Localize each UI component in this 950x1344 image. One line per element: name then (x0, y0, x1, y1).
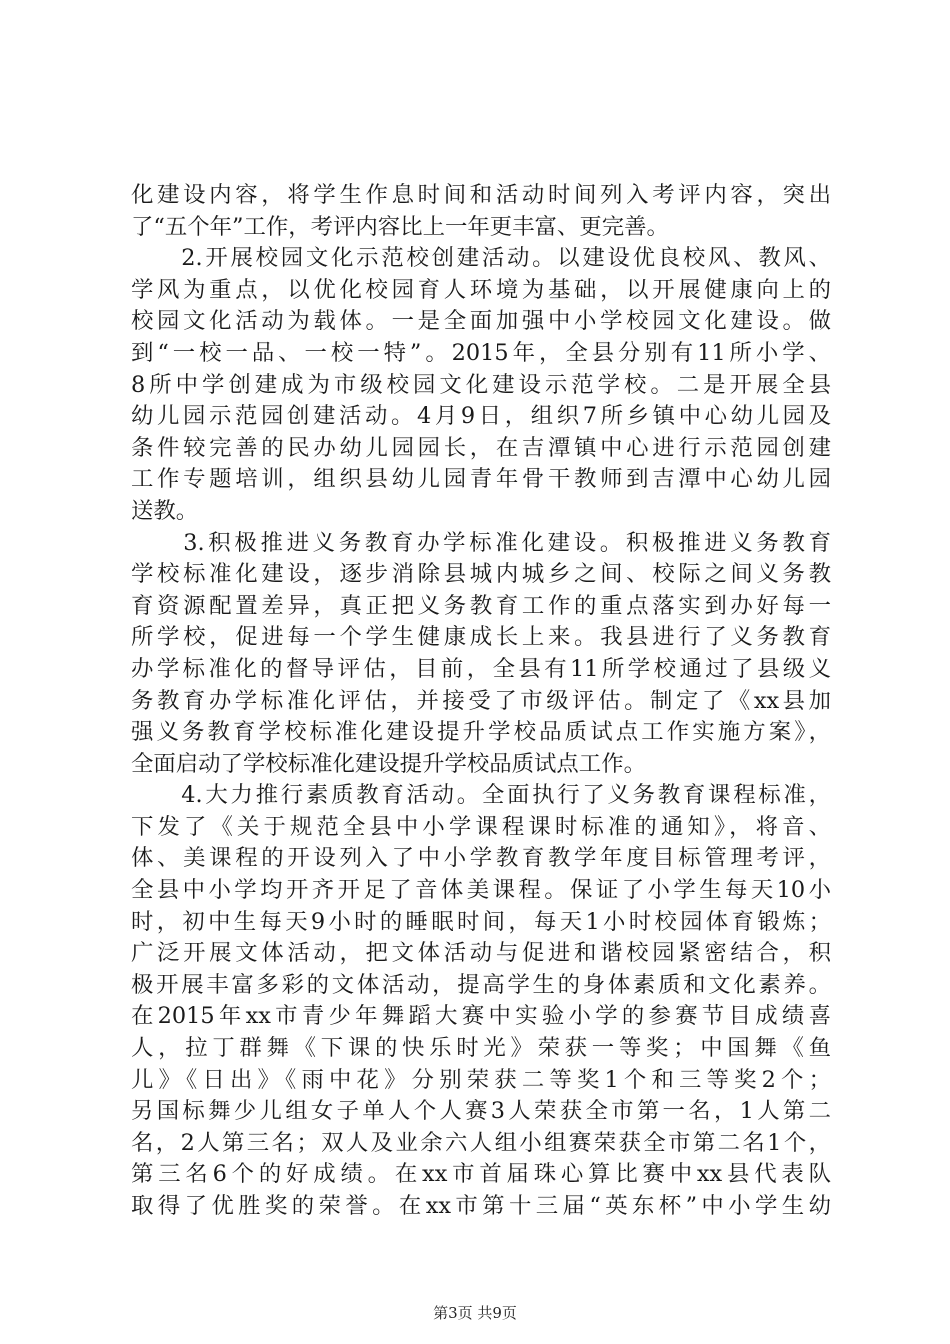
text-line: 校园文化活动为载体。一是全面加强中小学校园文化建设。做 (131, 308, 831, 335)
document-body (131, 180, 831, 1223)
text-line: 了“五个年”工作，考评内容比上一年更丰富、更完善。 (131, 213, 669, 240)
text-line: 体、美课程的开设列入了中小学教育教学年度目标管理考评， (131, 845, 831, 872)
text-line: 2.开展校园文化示范校创建活动。以建设优良校风、教风、 (131, 245, 831, 272)
text-line: 广泛开展文体活动，把文体活动与促进和谐校园紧密结合，积 (131, 940, 831, 967)
text-line: 名，2人第三名；双人及业余六人组小组赛荣获全市第二名1个， (131, 1129, 831, 1156)
text-line: 儿》《日出》《雨中花》分别荣获二等奖1个和三等奖2个； (131, 1066, 831, 1093)
text-line: 在2015年xx市青少年舞蹈大赛中实验小学的参赛节目成绩喜 (131, 1003, 831, 1030)
text-line: 人，拉丁群舞《下课的快乐时光》荣获一等奖；中国舞《鱼 (131, 1035, 831, 1062)
text-line: 务教育办学标准化评估，并接受了市级评估。制定了《xx县加 (131, 687, 831, 714)
text-line: 4.大力推行素质教育活动。全面执行了义务教育课程标准， (131, 782, 831, 809)
text-line: 取得了优胜奖的荣誉。在xx市第十三届“英东杯”中小学生幼 (131, 1193, 831, 1219)
text-line: 全面启动了学校标准化建设提升学校品质试点工作。 (131, 750, 646, 777)
text-line: 第三名6个的好成绩。在xx市首届珠心算比赛中xx县代表队 (131, 1161, 831, 1188)
text-line: 条件较完善的民办幼儿园园长，在吉潭镇中心进行示范园创建 (131, 434, 831, 461)
text-line: 时，初中生每天9小时的睡眠时间，每天1小时校园体育锻炼； (131, 908, 831, 935)
text-line: 所学校，促进每一个学生健康成长上来。我县进行了义务教育 (131, 624, 831, 651)
text-line: 化建设内容，将学生作息时间和活动时间列入考评内容，突出 (131, 182, 831, 208)
text-line: 强义务教育学校标准化建设提升学校品质试点工作实施方案》， (131, 719, 831, 746)
text-line: 到“一校一品、一校一特”。2015年，全县分别有11所小学、 (131, 339, 831, 366)
text-line: 学校标准化建设，逐步消除县城内城乡之间、校际之间义务教 (131, 561, 831, 588)
text-line: 送教。 (131, 497, 199, 524)
text-line: 办学标准化的督导评估，目前，全县有11所学校通过了县级义 (131, 655, 831, 682)
text-line: 3.积极推进义务教育办学标准化建设。积极推进义务教育 (131, 529, 831, 556)
text-line: 育资源配置差异，真正把义务教育工作的重点落实到办好每一 (131, 592, 831, 619)
text-line: 另国标舞少儿组女子单人个人赛3人荣获全市第一名，1人第二 (131, 1098, 831, 1125)
text-line: 工作专题培训，组织县幼儿园青年骨干教师到吉潭中心幼儿园 (131, 466, 831, 493)
page-footer: 第3页 共9页 (433, 1304, 517, 1322)
text-line: 学风为重点，以优化校园育人环境为基础，以开展健康向上的 (131, 276, 831, 303)
text-line: 8所中学创建成为市级校园文化建设示范学校。二是开展全县 (131, 371, 831, 398)
text-line: 极开展丰富多彩的文体活动，提高学生的身体素质和文化素养。 (131, 971, 831, 998)
text-line: 全县中小学均开齐开足了音体美课程。保证了小学生每天10小 (131, 877, 831, 904)
text-line: 幼儿园示范园创建活动。4月9日，组织7所乡镇中心幼儿园及 (131, 403, 831, 430)
text-line: 下发了《关于规范全县中小学课程课时标准的通知》，将音、 (131, 813, 831, 840)
